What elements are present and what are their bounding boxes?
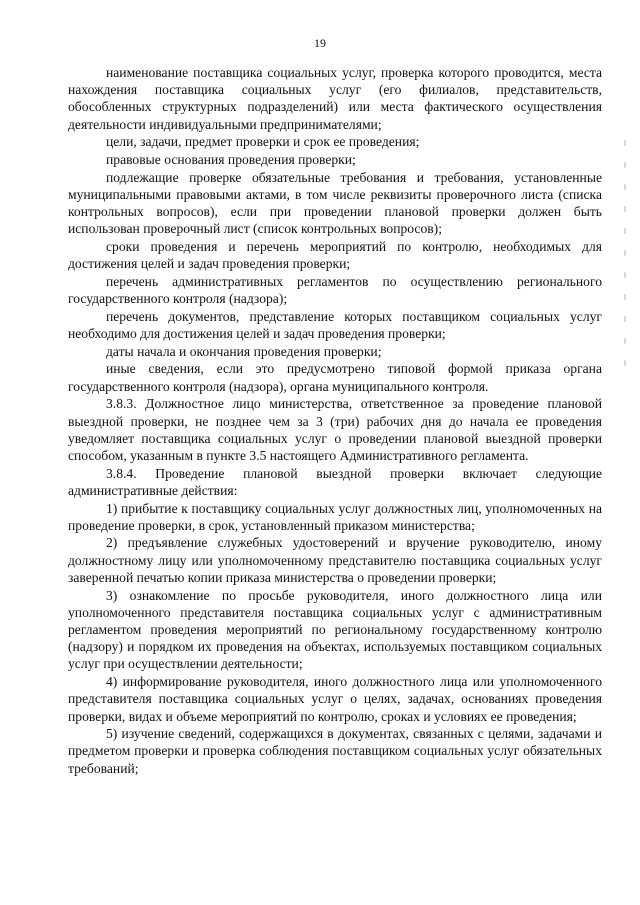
paragraph-required-documents: перечень документов, представление которых поставщиком социальных услуг необходимо для достижения целей и задач проведения проверки; <box>68 308 602 342</box>
paragraph-administrative-regulations: перечень административных регламентов по осуществлению регионального государственного контроля (надзора); <box>68 273 602 307</box>
paragraph-other-information: иные сведения, если это предусмотрено типовой формой приказа органа государственного контроля (надзора), органа муниципального контроля. <box>68 361 602 394</box>
list-item-4-informing: 4) информирование руководителя, иного должностного лица или уполномоченного представителя поставщика социальных услуг о целях, задачах, основаниях проведения проверки, видах и объеме мероприятий по контролю, сроках и условиях ее проведения; <box>68 674 602 724</box>
paragraph-goals-tasks: цели, задачи, предмет проверки и срок ее проведения; <box>106 134 420 150</box>
paragraph-inspected-provider: наименование поставщика социальных услуг, проверка которого проводится, места нахождения поставщика социальных услуг (его филиалов, представительств, обособленных структурных подразделений) или места фактического осуществления деятельности индивидуальными предпринимателями; <box>68 65 602 132</box>
paragraph-terms-and-measures: сроки проведения и перечень мероприятий по контролю, необходимых для достижения целей и задач проведения проверки; <box>68 239 602 272</box>
list-item-3-familiarization: 3) ознакомление по просьбе руководителя, иного должностного лица или уполномоченного представителя поставщика социальных услуг с административным регламентом проведения мероприятий по региональному государственному контролю (надзору) и порядком их проведения на объектах, используемых поставщиком социальных услуг при осуществлении деятельности; <box>68 587 602 672</box>
paragraph-3-8-4-actions: 3.8.4. Проведение плановой выездной проверки включает следующие административные действия: <box>68 465 602 498</box>
paragraph-mandatory-requirements: подлежащие проверке обязательные требования и требования, установленные муниципальными правовыми актами, в том числе реквизиты проверочного листа (списка контрольных вопросов), если при проведении плановой проверки должен быть использован проверочный лист (список контрольных вопросов); <box>68 169 602 237</box>
paragraph-legal-grounds: правовые основания проведения проверки; <box>106 152 356 168</box>
document-body <box>68 64 602 777</box>
paragraph-3-8-3-notification: 3.8.3. Должностное лицо министерства, ответственное за проведение плановой выездной проверки, не позднее чем за 3 (три) рабочих дня до начала ее проведения уведомляет поставщика социальных услуг о проведении плановой выездной проверки способом, указанным в пункте 3.5 настоящего Административного регламента. <box>68 396 602 463</box>
paragraph-start-end-dates: даты начала и окончания проведения проверки; <box>106 343 382 359</box>
list-item-1-arrival: 1) прибытие к поставщику социальных услуг должностных лиц, уполномоченных на проведение проверки, в срок, установленный приказом министерства; <box>68 500 602 533</box>
list-item-2-credentials: 2) предъявление служебных удостоверений и вручение руководителю, иному должностному лицу или уполномоченному представителю поставщика социальных услуг заверенной печатью копии приказа министерства о проведении проверки; <box>68 535 602 585</box>
scan-edge-mark <box>624 140 626 370</box>
page-number: 19 <box>314 36 326 50</box>
list-item-5-document-review: 5) изучение сведений, содержащихся в документах, связанных с целями, задачами и предметом проверки и проверка соблюдения поставщиком социальных услуг обязательных требований; <box>68 726 602 776</box>
